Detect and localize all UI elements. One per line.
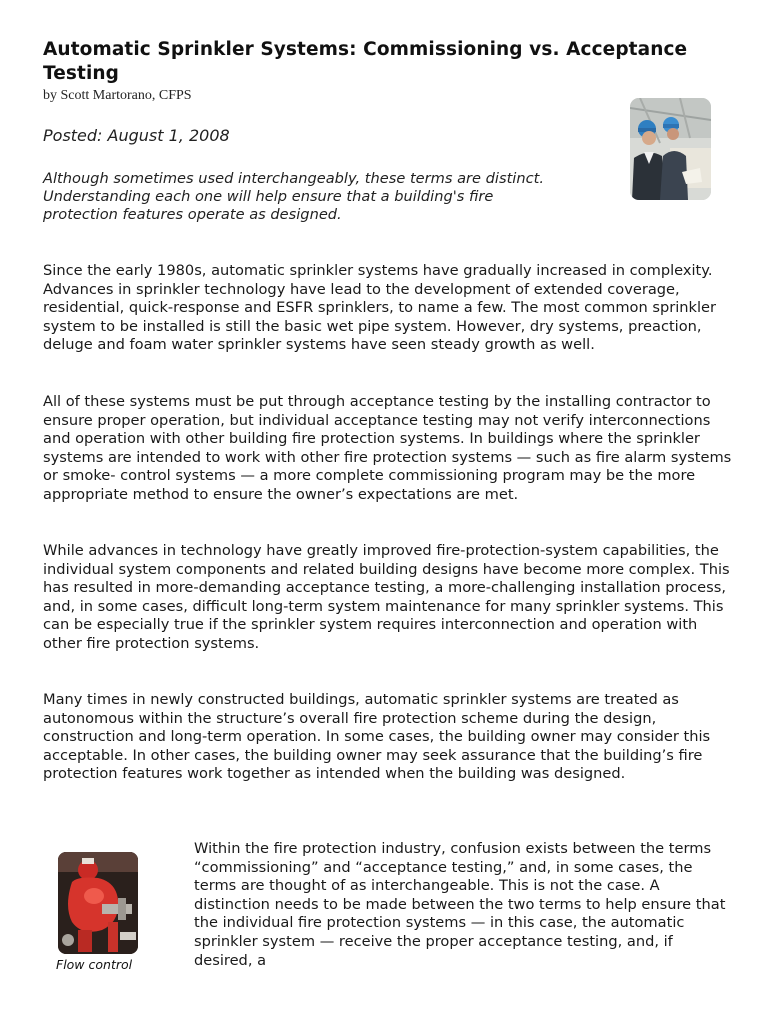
flow-control-valve-illustration (58, 852, 138, 954)
paragraph-2: All of these systems must be put through acceptance testing by the installing contractor to ensure proper operation, but individual acceptance testing may not verify interconnections and operation with other building fire protection systems. In buildings where the sprinkler systems are intended to work with other fire protection systems — such as fire alarm systems or smoke- control systems — a more complete commissioning program may be the more appropriate method to ensure the owner’s expectations are met. (43, 393, 732, 503)
intro-text: Although sometimes used interchangeably, these terms are distinct. Understanding each one will help ensure that a building's fire protection features operate as designed. (43, 170, 544, 224)
engineers-photo-illustration (630, 98, 711, 200)
paragraph-3: While advances in technology have greatly improved fire-protection-system capabilities, the individual system components and related building designs have become more complex. This has resulted in more-demanding acceptance testing, a more-challenging installation process, and, in some cases, difficult long-term system maintenance for many sprinkler systems. This can be especially true if the sprinkler system requires interconnection and operation with other fire protection systems. (43, 542, 730, 652)
paragraph-1: Since the early 1980s, automatic sprinkler systems have gradually increased in complexity. Advances in sprinkler technology have lead to the development of extended coverage, residential, quick-response and ESFR sprinklers, to name a few. The most common sprinkler system to be installed is still the basic wet pipe system. However, dry systems, preaction, deluge and foam water sprinkler systems have seen steady growth as well. (43, 262, 717, 354)
photo-caption: Flow control (56, 957, 133, 972)
posted-date: Posted: August 1, 2008 (43, 126, 230, 145)
paragraph-4: Many times in newly constructed buildings, automatic sprinkler systems are treated as autonomous within the structure’s overall fire protection scheme during the design, construction and long-term operation. In some cases, the building owner may consider this acceptable. In other cases, the building owner may seek assurance that the building’s fire protection features work together as intended when the building was designed. (43, 691, 711, 783)
article-title: Automatic Sprinkler Systems: Commissioning vs. Acceptance Testing (43, 39, 688, 84)
engineers-photo (630, 98, 711, 200)
paragraph-5: Within the fire protection industry, confusion exists between the terms “commissioning” and “acceptance testing,” and, in some cases, the terms are thought of as interchangeable. This is not the case. A distinction needs to be made between the two terms to help ensure that the individual fire protection systems — in this case, the automatic sprinkler system — receive the proper acceptance testing, and, if desired, a (194, 840, 726, 969)
flow-control-photo (58, 852, 138, 954)
byline: by Scott Martorano, CFPS (43, 88, 192, 103)
